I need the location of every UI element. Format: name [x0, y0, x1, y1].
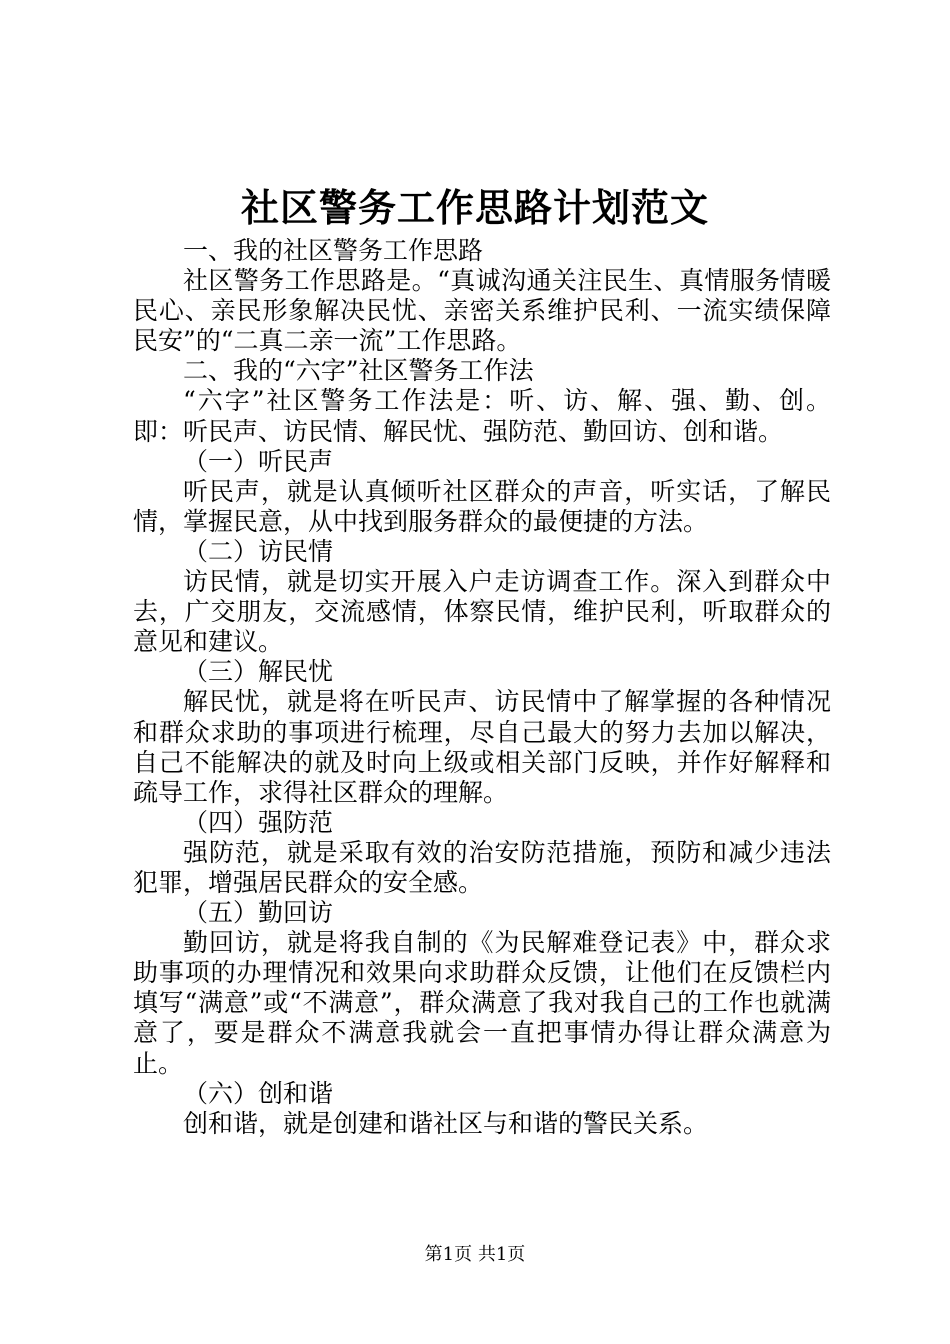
paragraph: 解民忧，就是将在听民声、访民情中了解掌握的各种情况和群众求助的事项进行梳理，尽自己最大的努力去加以解决，自己不能解决的就及时向上级或相关部门反映，并作好解释和疏导工作，求得社区群众的理解。 — [133, 687, 831, 807]
section-heading-1: 一、我的社区警务工作思路 — [183, 236, 484, 265]
section-heading-2: 二、我的“六字”社区警务工作法 — [183, 356, 534, 386]
paragraph: “六字”社区警务工作法是：听、访、解、强、勤、创。即：听民声、访民情、解民忧、强防范、勤回访、创和谐。 — [133, 386, 831, 446]
paragraph: 听民声，就是认真倾听社区群众的声音，听实话，了解民情，掌握民意，从中找到服务群众的最便捷的方法。 — [133, 476, 831, 536]
paragraph: 创和谐，就是创建和谐社区与和谐的警民关系。 — [183, 1108, 709, 1138]
document-body — [133, 236, 831, 1139]
subsection-heading-harmony: （六）创和谐 — [183, 1078, 334, 1108]
subsection-heading-prevent: （四）强防范 — [183, 807, 334, 837]
page-footer: 第1页 共1页 — [424, 1244, 526, 1265]
paragraph: 社区警务工作思路是。“真诚沟通关注民生、真情服务情暖民心、亲民形象解决民忧、亲密关系维护民利、一流实绩保障民安”的“二真二亲一流”工作思路。 — [133, 266, 831, 356]
subsection-heading-resolve: （三）解民忧 — [183, 657, 334, 687]
subsection-heading-listen: （一）听民声 — [183, 446, 334, 476]
document-title: 社区警务工作思路计划范文 — [240, 185, 709, 230]
subsection-heading-visit: （二）访民情 — [183, 536, 334, 566]
paragraph: 访民情，就是切实开展入户走访调查工作。深入到群众中去，广交朋友，交流感情，体察民情，维护民利，听取群众的意见和建议。 — [133, 567, 831, 657]
paragraph: 强防范，就是采取有效的治安防范措施，预防和减少违法犯罪，增强居民群众的安全感。 — [133, 837, 831, 897]
paragraph: 勤回访，就是将我自制的《为民解难登记表》中，群众求助事项的办理情况和效果向求助群众反馈，让他们在反馈栏内填写“满意”或“不满意”，群众满意了我对我自己的工作也就满意了，要是群众不满意我就会一直把事情办得让群众满意为止。 — [133, 928, 831, 1078]
subsection-heading-revisit: （五）勤回访 — [183, 898, 334, 928]
